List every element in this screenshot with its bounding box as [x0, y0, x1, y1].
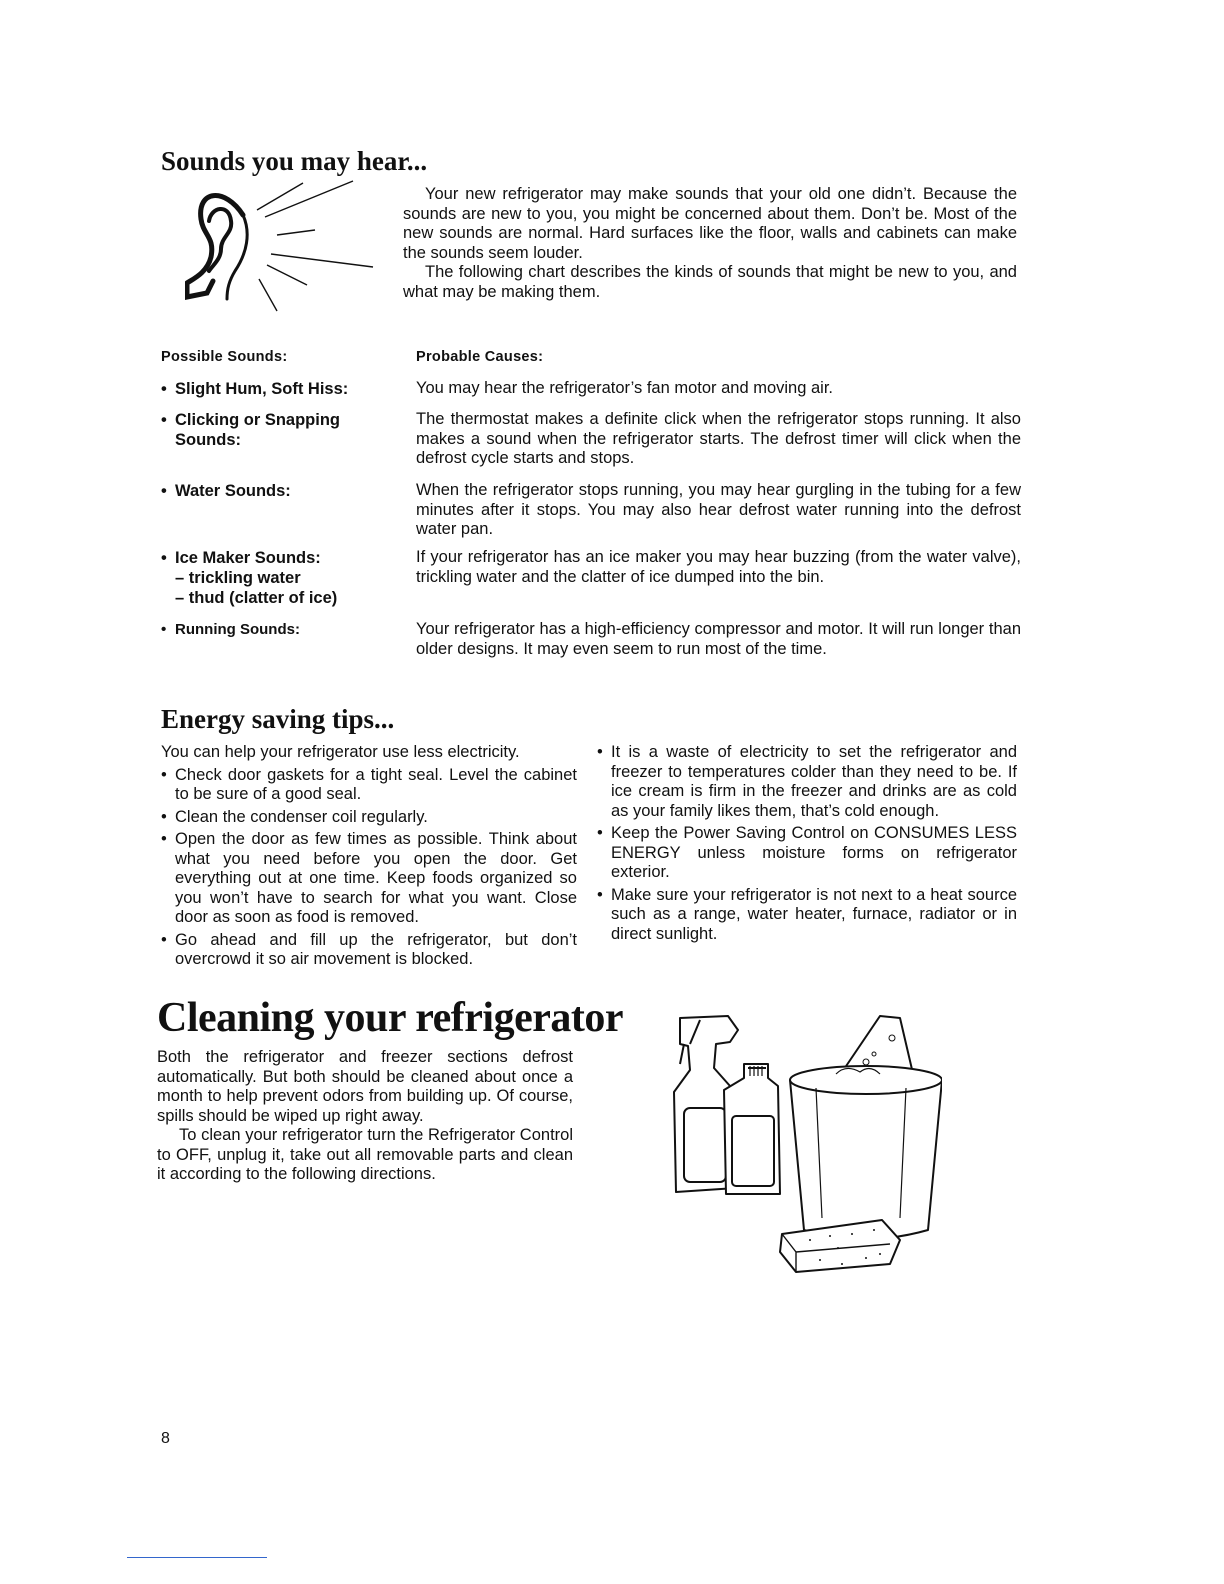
energy-tip: • Go ahead and fill up the refrigerator, but don’t overcrowd it so air movement is blocked. — [161, 931, 577, 970]
energy-right-column — [597, 743, 1017, 947]
sound-label: • Water Sounds: — [161, 481, 401, 501]
energy-tip: • Open the door as few times as possible. Think about what you need before you open the door. Get everything out at one time. Keep foods organized so you won’t have to search for what you want. Close door as soon as food is removed. — [161, 830, 577, 928]
probable-causes-header: Probable Causes: — [416, 349, 544, 365]
energy-intro: You can help your refrigerator use less electricity. — [161, 743, 520, 761]
sound-label: • Clicking or Snapping Sounds: — [161, 410, 376, 450]
page-number: 8 — [161, 1430, 170, 1447]
possible-sounds-header: Possible Sounds: — [161, 349, 288, 365]
cleaning-paragraph: Both the refrigerator and freezer sections defrost automatically. But both should be cleaned about once a month to help prevent odors from building up. Of course, spills should be wiped up right away. — [157, 1048, 573, 1125]
energy-tip: • It is a waste of electricity to set the refrigerator and freezer to temperatures colder than they need to be. If ice cream is firm in the freezer and drinks are as cold as your family likes them, that’s cold enough. — [597, 743, 1017, 821]
sound-sublabel: – trickling water — [175, 569, 301, 587]
sounds-intro-paragraph: The following chart describes the kinds of sounds that might be new to you, and what may be making them. — [403, 263, 1017, 301]
energy-left-column — [161, 743, 577, 973]
energy-tip: • Make sure your refrigerator is not next to a heat source such as a range, water heater, furnace, radiator or in direct sunlight. — [597, 886, 1017, 945]
energy-tips-list — [161, 766, 577, 970]
energy-tip: • Check door gaskets for a tight seal. Level the cabinet to be sure of a good seal. — [161, 766, 577, 805]
energy-tips-list — [597, 743, 1017, 944]
sound-cause: Your refrigerator has a high-efficiency compressor and motor. It will run longer than older designs. It may even seem to run most of the time. — [416, 620, 1021, 658]
sound-label: • Ice Maker Sounds: — [161, 548, 401, 568]
sound-label: • Slight Hum, Soft Hiss: — [161, 379, 401, 399]
cleaning-section-title: Cleaning your refrigerator — [157, 995, 624, 1041]
sounds-intro — [403, 185, 1017, 302]
ear-sound-icon — [185, 175, 380, 315]
sound-cause: If your refrigerator has an ice maker you may hear buzzing (from the water valve), trickling water and the clatter of ice dumped into the bin. — [416, 548, 1021, 586]
cleaning-paragraph: To clean your refrigerator turn the Refrigerator Control to OFF, unplug it, take out all removable parts and clean it according to the following directions. — [157, 1126, 573, 1183]
footer-divider — [127, 1557, 267, 1558]
sounds-section-title: Sounds you may hear... — [161, 146, 428, 176]
energy-tip: • Clean the condenser coil regularly. — [161, 808, 577, 828]
sounds-intro-paragraph: Your new refrigerator may make sounds that your old one didn’t. Because the sounds are new to you, you might be concerned about them. Don’t be. Most of the new sounds are normal. Hard surfaces like the floor, walls and cabinets can make the sounds seem louder. — [403, 185, 1017, 262]
energy-section-title: Energy saving tips... — [161, 704, 395, 734]
energy-tip: • Keep the Power Saving Control on CONSUMES LESS ENERGY unless moisture forms on refrigerator exterior. — [597, 824, 1017, 883]
sound-cause: You may hear the refrigerator’s fan motor and moving air. — [416, 379, 834, 397]
sound-cause: When the refrigerator stops running, you may hear gurgling in the tubing for a few minutes after it stops. You may also hear defrost water running into the defrost water pan. — [416, 481, 1021, 538]
cleaning-text — [157, 1048, 573, 1185]
sound-cause: The thermostat makes a definite click when the refrigerator stops running. It also makes a sound when the refrigerator starts. The defrost timer will click when the defrost cycle starts and stops. — [416, 410, 1021, 467]
sound-sublabel: – thud (clatter of ice) — [175, 589, 338, 607]
sound-label: • Running Sounds: — [161, 620, 401, 640]
cleaning-supplies-illustration — [670, 1008, 942, 1276]
